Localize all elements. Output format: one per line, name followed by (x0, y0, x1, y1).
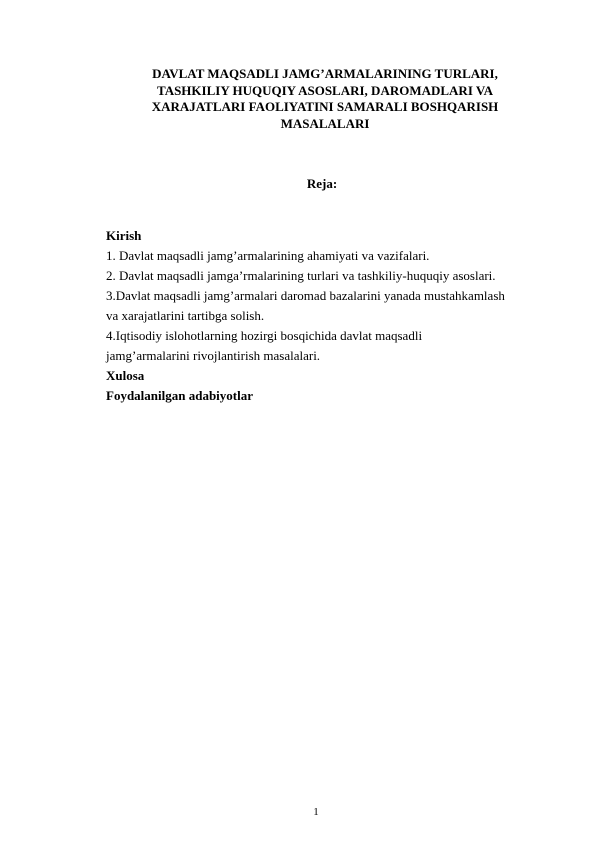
outline-intro: Kirish (106, 228, 142, 243)
outline-item-4-line-2: jamg’armalarini rivojlantirish masalalari. (106, 348, 321, 363)
plan-outline (106, 226, 556, 406)
document-title (130, 66, 520, 132)
title-line-1: DAVLAT MAQSADLI JAMG’ARMALARINING TURLARI, (152, 66, 498, 81)
page-number: 1 (313, 806, 319, 818)
title-line-2: TASHKILIY HUQUQIY ASOSLARI, DAROMADLARI VA (156, 82, 493, 98)
title-line-4: MASALALARI (280, 115, 370, 131)
outline-item-4-line-1: 4.Iqtisodiy islohotlarning hozirgi bosqichida davlat maqsadli (106, 328, 423, 343)
outline-references: Foydalanilgan adabiyotlar (106, 388, 253, 403)
outline-item-3-line-2: va xarajatlarini tartibga solish. (106, 308, 265, 323)
plan-heading: Reja: (306, 176, 338, 191)
outline-item-1: 1. Davlat maqsadli jamg’armalarining ahamiyati va vazifalari. (106, 248, 430, 263)
outline-conclusion: Xulosa (106, 368, 145, 383)
outline-item-2: 2. Davlat maqsadli jamga’rmalarining turlari va tashkiliy-huquqiy asoslari. (106, 268, 496, 283)
title-line-3: XARAJATLARI FAOLIYATINI SAMARALI BOSHQARISH (151, 99, 499, 114)
outline-item-3-line-1: 3.Davlat maqsadli jamg’armalari daromad bazalarini yanada mustahkamlash (106, 288, 505, 303)
